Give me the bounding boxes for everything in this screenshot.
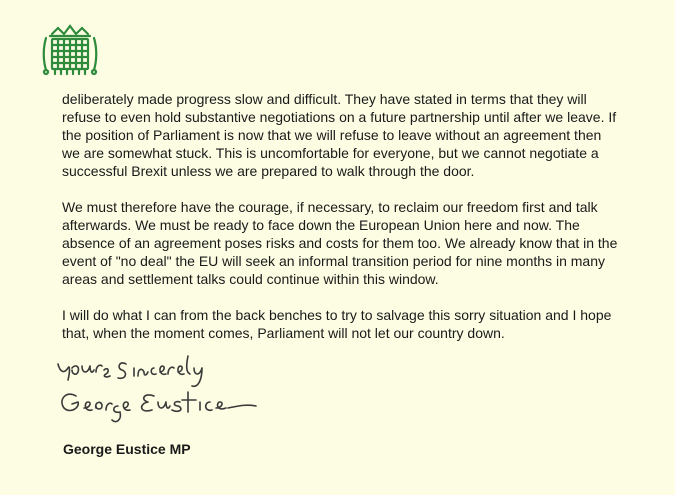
paragraph-1: deliberately made progress slow and difficult. They have stated in terms that they will refuse to even hold substantive negotiations on a future partnership until after we leave. If the position of Parliament is now that we will refuse to leave without an agreement then we are somewhat stuck. This is uncomfortable for everyone, but we cannot negotiate a successful Brexit unless we are prepared to walk through the door. xyxy=(62,91,617,179)
handwritten-signature xyxy=(50,350,260,430)
portcullis-icon xyxy=(40,24,100,86)
paragraph-3: I will do what I can from the back benches to try to salvage this sorry situation and I hope that, when the moment comes, Parliament will not let our country down. xyxy=(62,307,612,341)
letter-body xyxy=(62,90,622,360)
signatory-name: George Eustice MP xyxy=(63,441,191,457)
paragraph-2: We must therefore have the courage, if necessary, to reclaim our freedom first and talk afterwards. We must be ready to face down the European Union here and now. The absence of an agreement poses risks and costs for them too. We already know that in the event of "no deal" the EU will seek an informal transition period for nine months in many areas and settlement talks could continue within this window. xyxy=(62,199,618,287)
